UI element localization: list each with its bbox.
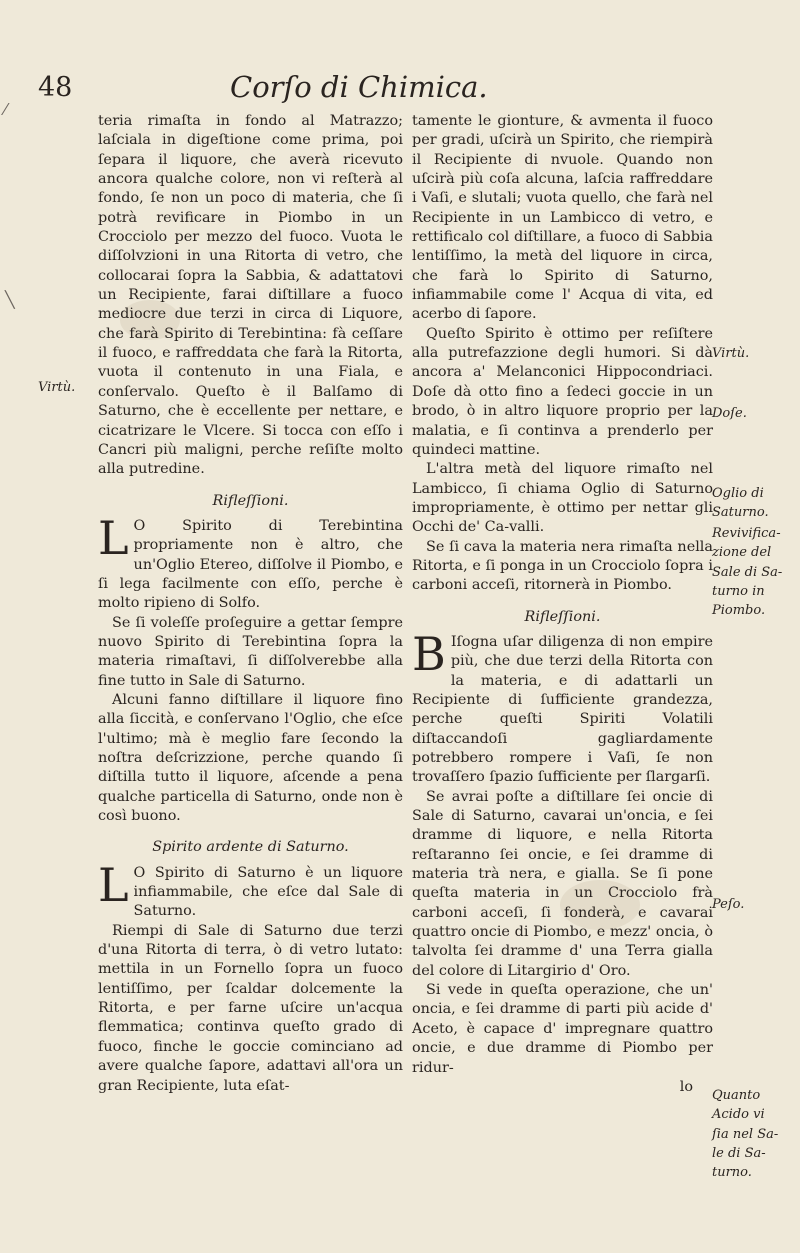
margin-mark: ⁄ bbox=[4, 100, 7, 119]
paragraph bbox=[98, 857, 403, 922]
paragraph: Se ſi cava la materia nera rimaſta nella Ritorta, e ſi ponga in un Crocciolo ſopra i carboni acceſi, ritornerà in Piombo. bbox=[412, 538, 713, 594]
margin-note-virtu: Virtù. bbox=[712, 346, 750, 361]
section-heading: Rifleſſioni. bbox=[524, 608, 601, 625]
paragraph: Se avrai poſte a diſtillare ſei oncie di Sale di Saturno, cavarai un'oncia, e ſei dramme di liquore, e nella Ritorta reſtaranno ſei oncie, e ſei dramme di materia trà nera, e gialla. Se ſi pone queſta materia in un Crocciolo frà carboni acceſi, ſi fonderà, e cavarai quattro oncie di Piombo, e mezz' oncia, ò talvolta ſei dramme d' una Terra gialla del colore di Litargirio d' Oro. bbox=[412, 788, 713, 979]
paragraph-text: O Spirito di Terebintina propriamente non è altro, che un'Oglio Etereo, diſſolve il Piombo, e ſi lega facilmente con eſſo, perche è molto ripieno di Solfo. bbox=[98, 517, 403, 612]
paragraph: Se ſi voleſſe proſeguire a gettar ſempre nuovo Spirito di Terebintina ſopra la materia rimaſtavi, ſi diſſolverebbe alla fine tutto in Sale di Saturno. bbox=[98, 614, 403, 689]
margin-mark: ╲ bbox=[5, 290, 15, 309]
section-heading: Spirito ardente di Saturno. bbox=[152, 839, 349, 856]
margin-note-peso: Peſo. bbox=[712, 897, 745, 912]
paragraph: Si vede in queſta operazione, che un' oncia, e ſei dramme di parti più acide d' Aceto, è capace d' impregnare quattro oncie, e due dramme di Piombo per ridur- bbox=[412, 982, 713, 1076]
paragraph: Queſto Spirito è ottimo per reſiſtere alla putrefazzione degli humori. Si dà ancora a' Melanconici Hippocondriaci. Doſe dà otto fino a ſedeci goccie in un brodo, ò in altro liquore proprio per la malatia, e ſi continva a prenderlo per quindeci mattine. bbox=[412, 325, 713, 458]
paragraph: tamente le gionture, & avmenta il fuoco per gradi, uſcirà un Spirito, che riempirà il Recipiente di nvuole. Quando non uſcirà più coſa alcuna, laſcia raffreddare i Vaſi, e slutali; vuota quello, che farà nel Recipiente in un Lambicco di vetro, e rettificalo col diſtillare, a fuoco di Sabbia lentiſſimo, la metà del liquore in circa, che farà lo Spirito di Saturno, infiammabile come l' Acqua di vita, ed acerbo di ſapore. bbox=[412, 113, 713, 323]
catchword: lo bbox=[679, 1078, 693, 1095]
paragraph-text: O Spirito di Saturno è un liquore infiammabile, che eſce dal Sale di Saturno. bbox=[133, 864, 403, 920]
section-heading: Rifleſſioni. bbox=[212, 492, 289, 509]
left-column bbox=[98, 112, 403, 1096]
running-title: Corſo di Chimica. bbox=[230, 70, 488, 104]
margin-note-quanto: Quanto Acido vi ſia nel Sa-le di Sa-turno. bbox=[712, 1088, 779, 1181]
paragraph bbox=[412, 626, 713, 788]
right-column bbox=[412, 112, 713, 1097]
drop-cap: L bbox=[98, 510, 129, 565]
paragraph: Riempi di Sale di Saturno due terzi d'una Ritorta di terra, ò di vetro lutato: mettila in un Fornello ſopra un fuoco lentiſſimo, per ſcaldar dolcemente la Ritorta, e per farne uſcire un'acqua flemmatica; continva queſto grado di fuoco, finche le goccie cominciano ad avere qualche ſapore, adattavi all'ora un gran Recipiente, luta eſat- bbox=[98, 922, 403, 1094]
page-number: 48 bbox=[38, 72, 73, 103]
margin-note-dose: Doſe. bbox=[712, 406, 747, 421]
margin-note-virtu: Virtù. bbox=[38, 380, 76, 395]
paragraph: Alcuni fanno diſtillare il liquore fino alla ſiccità, e conſervano l'Oglio, che eſce l'ultimo; mà è meglio fare ſecondo la noſtra deſcrizzione, perche quando ſi diſtilla tutto il liquore, aſcende a pena qualche particella di Saturno, onde non è così buono. bbox=[98, 691, 403, 825]
paragraph bbox=[98, 510, 403, 614]
paragraph-text: Iſogna uſar diligenza di non empire più, che due terzi della Ritorta con la materia, e di adattarli un Recipiente di ſufficiente grandezza, perche queſti Spiriti Volatili diſtaccandoſi gagliardamente potrebbero rompere i Vaſi, ſe non trovaſſero ſpazio ſufficiente per ſlargarſi. bbox=[412, 633, 713, 786]
drop-cap: B bbox=[412, 626, 446, 681]
margin-note-oglio: Oglio di Saturno. bbox=[712, 486, 769, 521]
paragraph: L'altra metà del liquore rimaſto nel Lambicco, ſi chiama Oglio di Saturno impropriamente, è ottimo per nettar gli Occhi de' Ca-valli. bbox=[412, 461, 713, 536]
drop-cap: L bbox=[98, 857, 129, 912]
paragraph: teria rimaſta in fondo al Matrazzo; laſciala in digeſtione come prima, poi ſepara il liquore, che averà ricevuto ancora qualche colore, non vi reſterà al fondo, ſe non un poco di materia, che ſi potrà revificare in Piombo in un Crocciolo per mezzo del fuoco. Vuota le diſſolvzioni in una Ritorta di vetro, che collocarai ſopra la Sabbia, & adattatovi un Recipiente, farai diſtillare a fuoco mediocre due terzi in circa di Liquore, che farà Spirito di Terebintina: fà ceſſare il fuoco, e raffreddata che farà la Ritorta, vuota il contenuto in una Fiala, e conſervalo. Queſto è il Balſamo di Saturno, che è eccellente per nettare, e cicatrizare le Vlcere. Si tocca con eſſo i Cancri più maligni, perche reſiſte molto alla putredine. bbox=[98, 113, 403, 478]
margin-note-revivificazione: Revivifica-zione del Sale di Sa-turno in Piombo. bbox=[712, 526, 783, 619]
